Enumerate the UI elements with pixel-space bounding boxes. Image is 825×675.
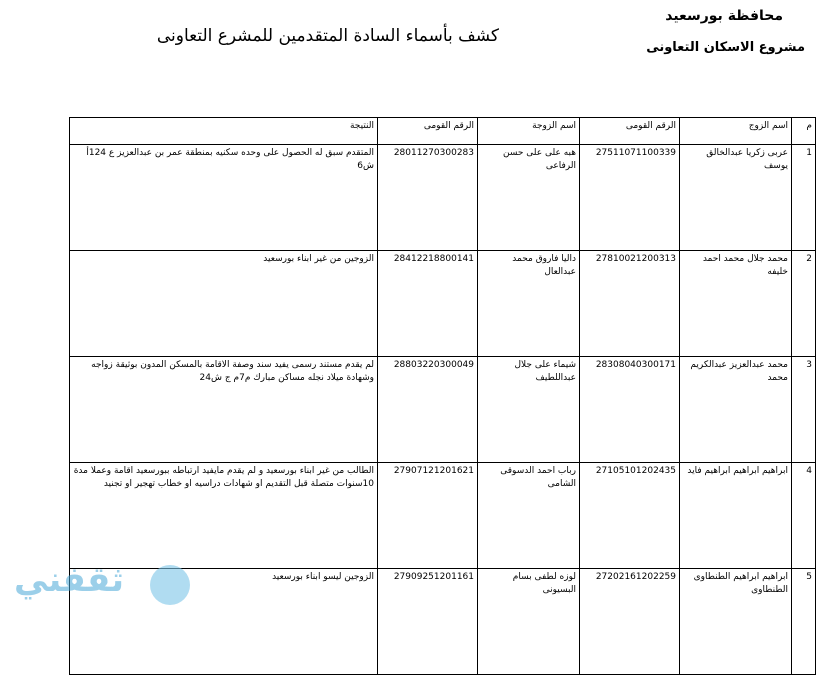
husband-id: 27105101202435 [580, 463, 680, 569]
row-index: 1 [792, 145, 816, 251]
row-index: 5 [792, 569, 816, 675]
lightbulb-icon [150, 565, 190, 605]
husband-name: محمد عبدالعزيز عبدالكريم محمد [680, 357, 792, 463]
table-row [70, 145, 816, 251]
project-name: مشروع الاسكان التعاونى [646, 40, 805, 55]
wife-name: شيماء على جلال عبداللطيف [478, 357, 580, 463]
husband-name: عربى زكريا عبدالخالق يوسف [680, 145, 792, 251]
result-text: الزوجين ليسو ابناء بورسعيد [70, 569, 378, 675]
result-text: الزوجين من غير ابناء بورسعيد [70, 251, 378, 357]
header-result: النتيجة [70, 118, 378, 145]
header-husband-name: اسم الزوج [680, 118, 792, 145]
husband-id: 27810021200313 [580, 251, 680, 357]
header-wife-name: اسم الزوجة [478, 118, 580, 145]
row-index: 4 [792, 463, 816, 569]
husband-id: 28308040300171 [580, 357, 680, 463]
governorate-name: محافظة بورسعيد [665, 8, 783, 24]
watermark-logo-text: ثقفني [14, 560, 124, 600]
wife-id: 28011270300283 [378, 145, 478, 251]
table-row [70, 357, 816, 463]
husband-name: ابراهيم ابراهيم الطنطاوى الطنطاوى [680, 569, 792, 675]
result-text: الطالب من غير ابناء بورسعيد و لم يقدم مايفيد ارتباطه ببورسعيد اقامة وعملا مدة 10سنوات متصلة قبل التقديم او شهادات دراسيه او خطاب تهجير او تجنيد [70, 463, 378, 569]
wife-id: 27907121201621 [378, 463, 478, 569]
husband-name: محمد جلال محمد احمد خليفه [680, 251, 792, 357]
table-row [70, 463, 816, 569]
header-index: م [792, 118, 816, 145]
result-text: المتقدم سبق له الحصول على وحده سكنيه بمنطقة عمر بن عبدالعزيز ع 124أ ش6 [70, 145, 378, 251]
wife-id: 27909251201161 [378, 569, 478, 675]
husband-id: 27511071100339 [580, 145, 680, 251]
row-index: 3 [792, 357, 816, 463]
result-text: لم يقدم مستند رسمى يفيد سند وصفة الاقامة بالمسكن المدون بوثيقة زواجه وشهادة ميلاد نجله مساكن مبارك م7م ج ش24 [70, 357, 378, 463]
wife-id: 28803220300049 [378, 357, 478, 463]
wife-id: 28412218800141 [378, 251, 478, 357]
header-husband-id: الرقم القومى [580, 118, 680, 145]
document-title: كشف بأسماء السادة المتقدمين للمشرع التعاونى [156, 26, 499, 46]
wife-name: رباب احمد الدسوقى الشامى [478, 463, 580, 569]
table-header-row [70, 118, 816, 145]
husband-name: ابراهيم ابراهيم ابراهيم فايد [680, 463, 792, 569]
husband-id: 27202161202259 [580, 569, 680, 675]
wife-name: هبه على على حسن الرفاعى [478, 145, 580, 251]
row-index: 2 [792, 251, 816, 357]
table-row [70, 251, 816, 357]
header-wife-id: الرقم القومى [378, 118, 478, 145]
wife-name: لوزه لطفى بسام البسيونى [478, 569, 580, 675]
wife-name: داليا فاروق محمد عبدالعال [478, 251, 580, 357]
